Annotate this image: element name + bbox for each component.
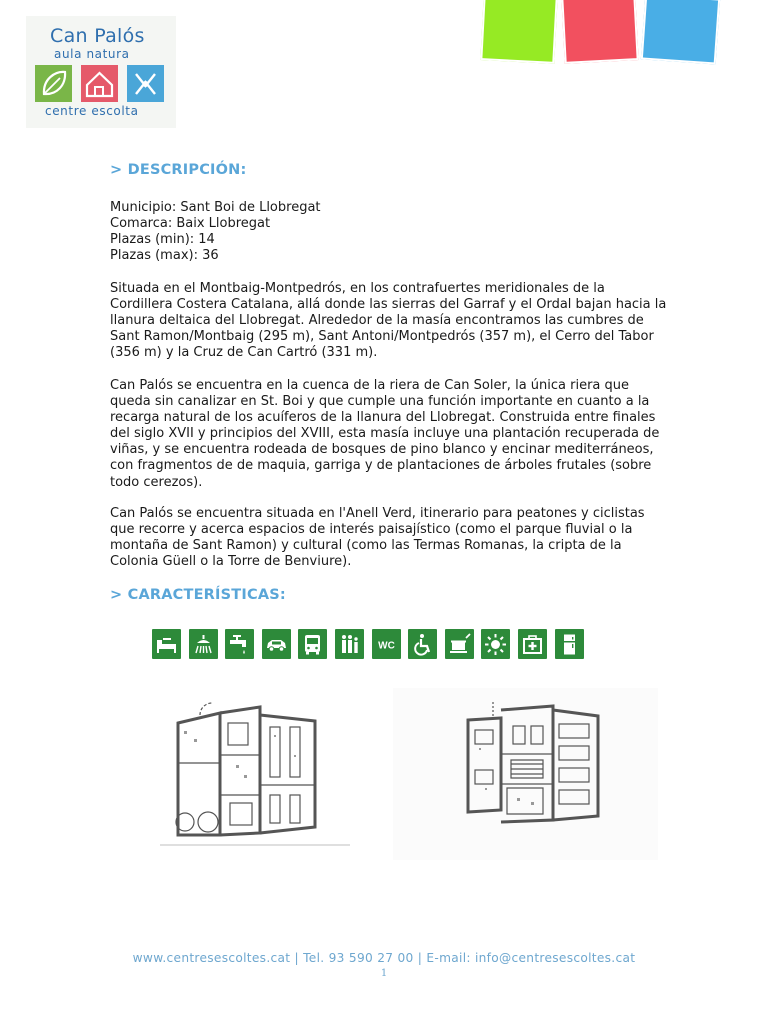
logo-footer: centre escolta — [45, 104, 139, 118]
logo — [26, 16, 176, 128]
facts-list — [110, 200, 670, 264]
floor-plan-upper — [393, 688, 658, 860]
characteristics-heading: > CARACTERÍSTICAS: — [110, 587, 286, 603]
logo-title: Can Palós — [50, 25, 145, 47]
plazas-max-line: Plazas (max): 36 — [110, 248, 219, 264]
first-aid-icon — [518, 629, 547, 659]
fridge-icon — [555, 629, 584, 659]
features-row — [152, 629, 584, 659]
logo-subtitle: aula natura — [54, 47, 130, 61]
water-tap-icon — [225, 629, 254, 659]
green-tab — [480, 0, 557, 64]
bus-icon — [298, 629, 327, 659]
wheelchair-icon — [408, 629, 437, 659]
people-icon — [335, 629, 364, 659]
red-tab — [561, 0, 638, 64]
wc-icon — [372, 629, 401, 659]
footer-contact: www.centresescoltes.cat | Tel. 93 590 27 00 | E-mail: info@centresescoltes.cat — [132, 951, 636, 965]
paragraph-history: Can Palós se encuentra en la cuenca de la riera de Can Soler, la única riera que queda sin canalizar en St. Boi y que cumple una función importante en cuanto a la recarga natural de los acuíferos de la llanura del Llobregat. Construida entre finales del siglo XVII y principios del XVIII, esta masía incluye una plantación recuperada de viñas, y se encuentra rodeada de bosques de pino blanco y encinar mediterráneos, con fragmentos de de maquia, garriga y de plantaciones de árboles frutales (sobre todo cerezos). — [110, 378, 660, 490]
description-heading: > DESCRIPCIÓN: — [110, 162, 247, 178]
paragraph-location: Situada en el Montbaig-Montpedrós, en los contrafuertes meridionales de la Cordillera Costera Catalana, allá donde las sierras del Garraf y el Ordal bajan hacia la llanura deltaica del Llobregat. Alrededor de la masía encontramos las cumbres de Sant Ramon/Montbaig (295 m), Sant Antoni/Montpedrós (357 m), el Cerro del Tabor (356 m) y la Cruz de Can Cartró (331 m). — [110, 281, 667, 361]
page-number: 1 — [380, 968, 388, 979]
plazas-min-line: Plazas (min): 14 — [110, 232, 215, 248]
car-icon — [262, 629, 291, 659]
paragraph-anell-verd: Can Palós se encuentra situada en l'Anell Verd, itinerario para peatones y ciclistas que recorre y acerca espacios de interés paisajístico (como el parque fluvial o la montaña de Sant Ramon) y cultural (como las Termas Romanas, la cripta de la Colonia Güell o la Torre de Benviure). — [110, 506, 645, 570]
logo-icons — [35, 65, 165, 102]
sun-icon — [481, 629, 510, 659]
cooking-pot-icon — [445, 629, 474, 659]
shower-icon — [189, 629, 218, 659]
bed-icon — [152, 629, 181, 659]
blue-tab — [641, 0, 720, 65]
wc-label: WC — [377, 640, 395, 651]
municipio-line: Municipio: Sant Boi de Llobregat — [110, 200, 321, 215]
comarca-line: Comarca: Baix Llobregat — [110, 216, 271, 232]
floor-plan-ground — [160, 695, 360, 855]
